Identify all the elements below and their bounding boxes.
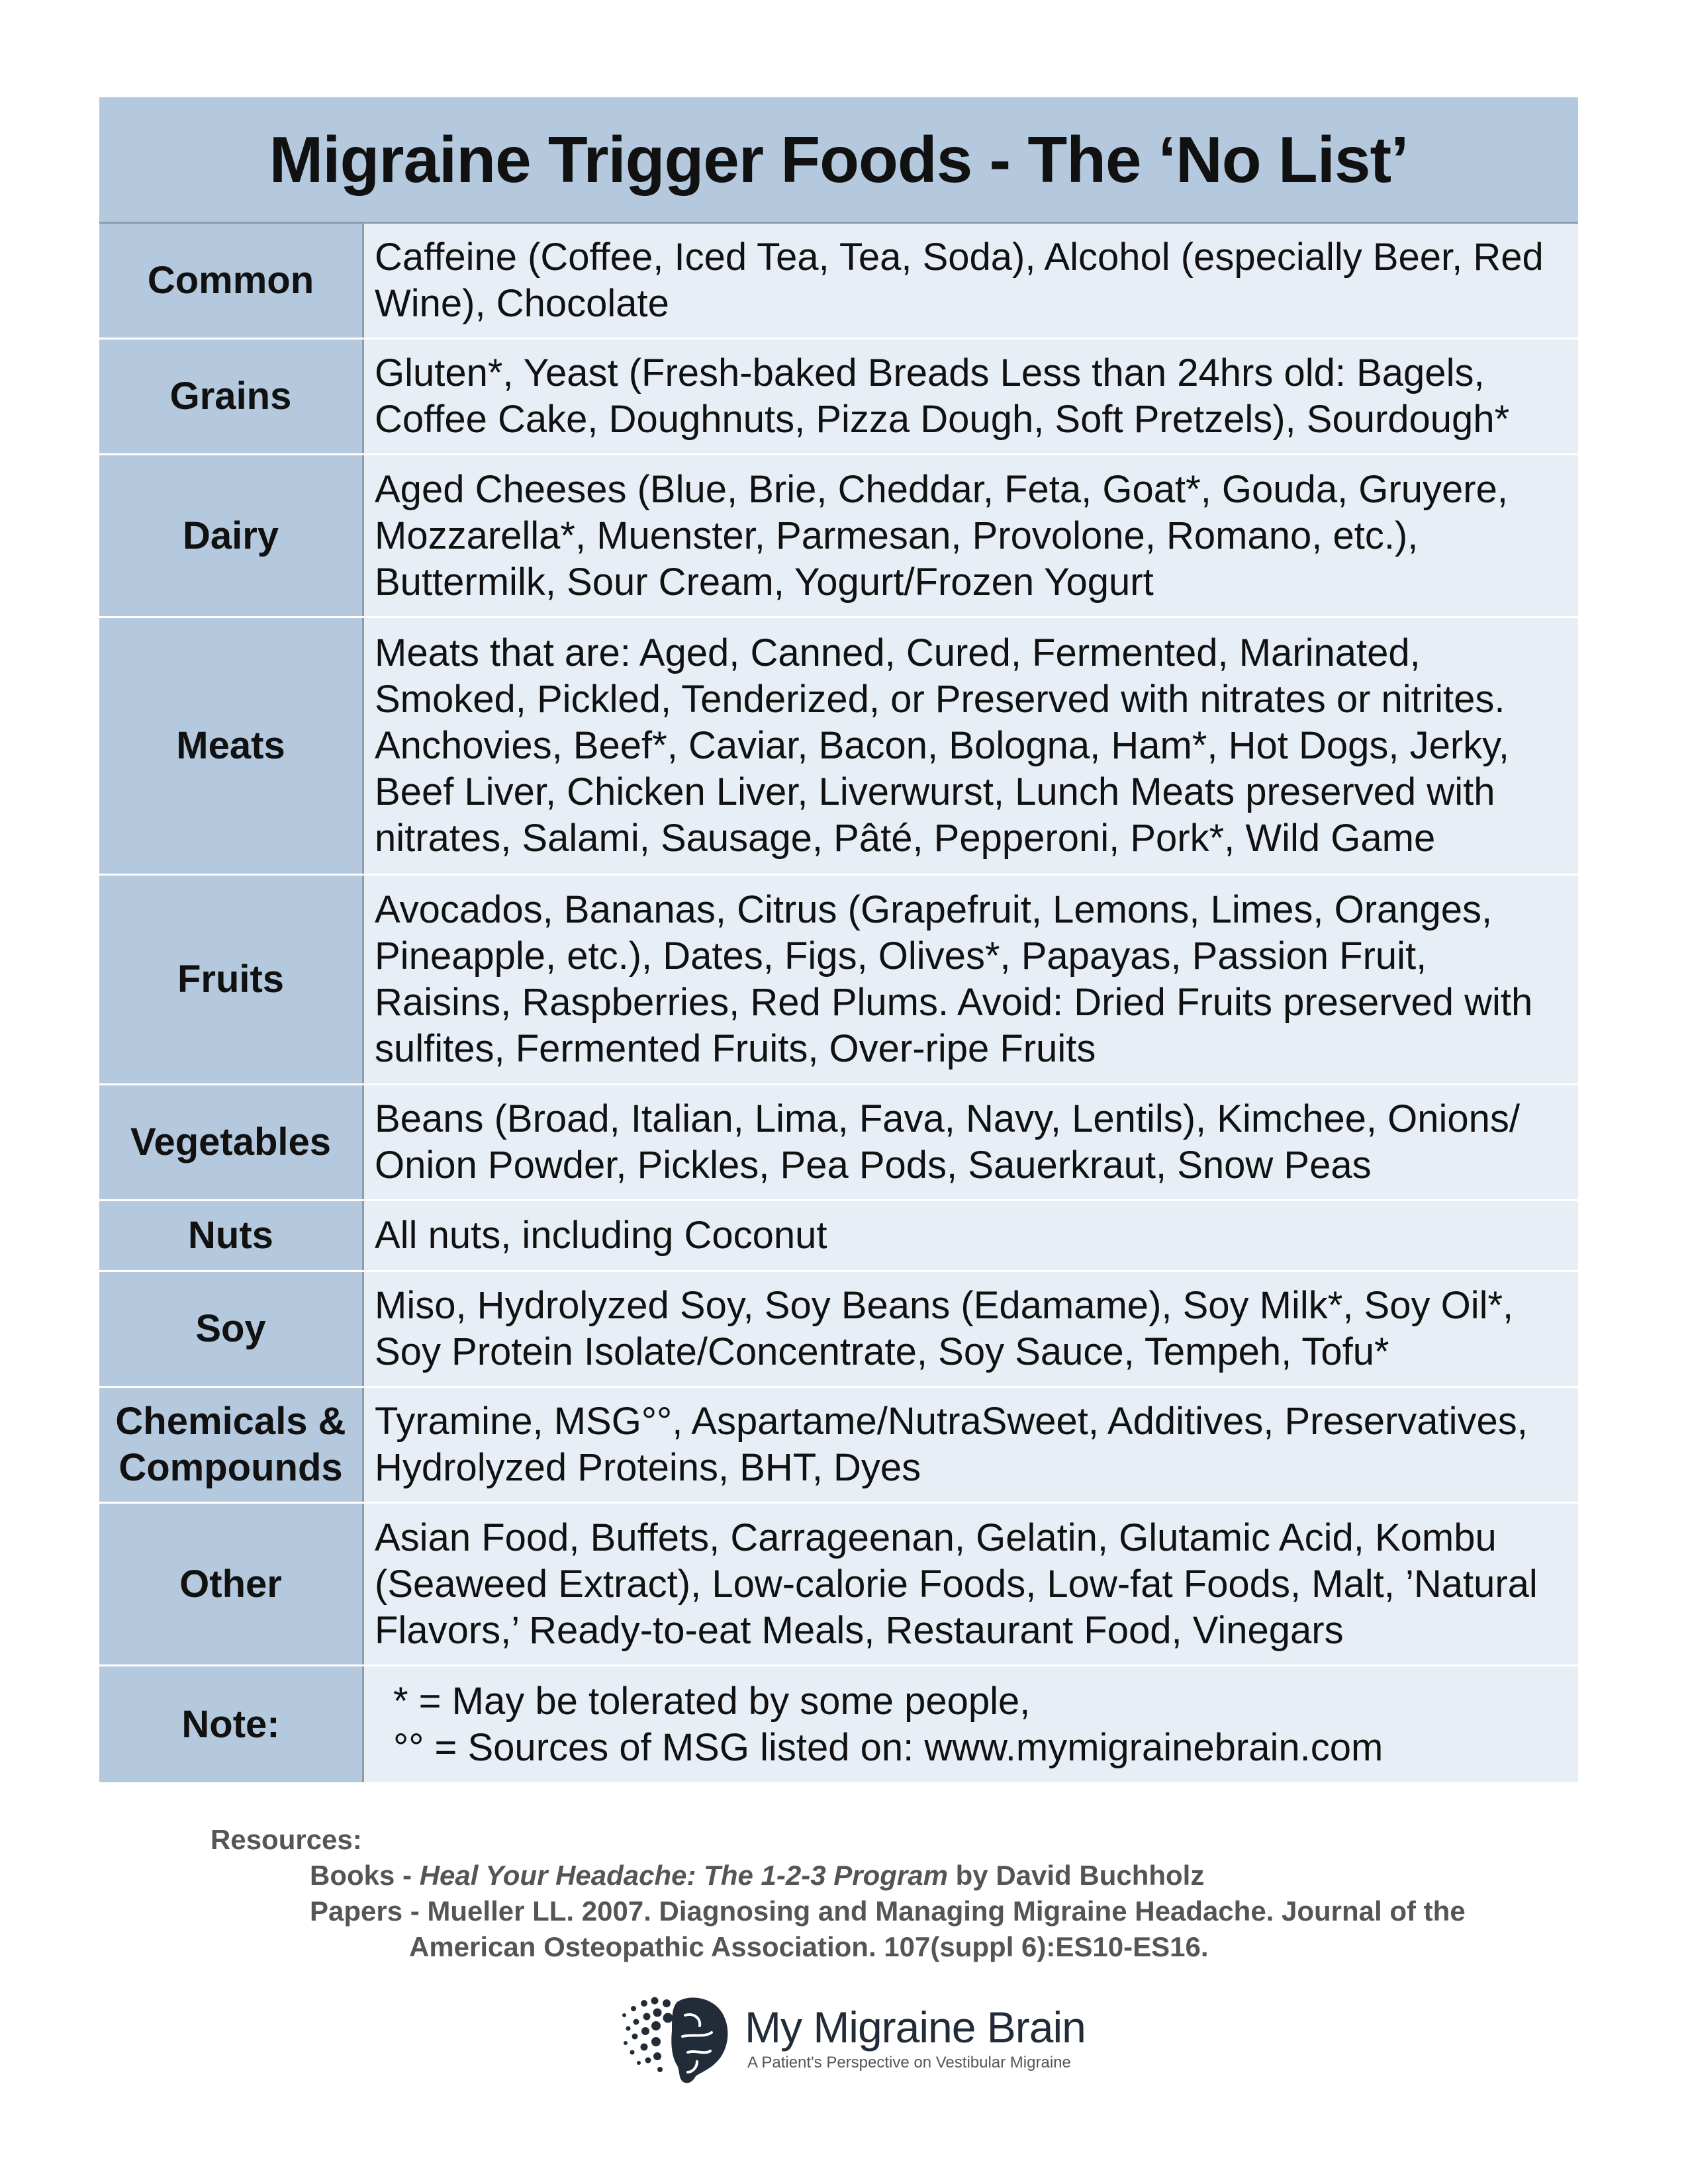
trigger-foods-table xyxy=(99,97,1578,1782)
category-label: Meats xyxy=(99,618,364,874)
table-row xyxy=(99,1201,1578,1272)
table-row xyxy=(99,1504,1578,1666)
category-label: Chemicals & Compounds xyxy=(99,1388,364,1502)
category-items: Miso, Hydrolyzed Soy, Soy Beans (Edamame), Soy Milk*, Soy Oil*, Soy Protein Isolate/Concentrate, Soy Sauce, Tempeh, Tofu* xyxy=(364,1272,1578,1386)
category-label: Dairy xyxy=(99,455,364,616)
logo-tagline: A Patient's Perspective on Vestibular Migraine xyxy=(747,2054,1071,2071)
category-items: Tyramine, MSG°°, Aspartame/NutraSweet, Additives, Preservatives, Hydrolyzed Proteins, BHT, Dyes xyxy=(364,1388,1578,1502)
table-row xyxy=(99,1388,1578,1504)
category-items: Aged Cheeses (Blue, Brie, Cheddar, Feta, Goat*, Gouda, Gruyere, Mozzarella*, Muenster, Parmesan, Provolone, Romano, etc.), Buttermilk, Sour Cream, Yogurt/Frozen Yogurt xyxy=(364,455,1578,616)
table-row xyxy=(99,618,1578,876)
category-label: Fruits xyxy=(99,876,364,1083)
books-reference: Books - Heal Your Headache: The 1-2-3 Program by David Buchholz xyxy=(310,1860,1205,1891)
table-row xyxy=(99,1085,1578,1201)
category-label: Soy xyxy=(99,1272,364,1386)
papers-reference: Papers - Mueller LL. 2007. Diagnosing and Managing Migraine Headache. Journal of the xyxy=(310,1895,1466,1927)
category-items: Beans (Broad, Italian, Lima, Fava, Navy, Lentils), Kimchee, Onions/ Onion Powder, Pickles, Pea Pods, Sauerkraut, Snow Peas xyxy=(364,1085,1578,1199)
site-logo xyxy=(619,1989,1086,2088)
table-row xyxy=(99,455,1578,618)
category-items: Asian Food, Buffets, Carrageenan, Gelatin, Glutamic Acid, Kombu (Seaweed Extract), Low-calorie Foods, Low-fat Foods, Malt, ’Natural Flavors,’ Ready-to-eat Meals, Restaurant Food, Vinegars xyxy=(364,1504,1578,1664)
category-items: Gluten*, Yeast (Fresh-baked Breads Less than 24hrs old: Bagels, Coffee Cake, Doughnuts, Pizza Dough, Soft Pretzels), Sourdough* xyxy=(364,340,1578,453)
resources-section xyxy=(211,1822,1568,1965)
note-text xyxy=(364,1666,1578,1782)
resources-heading: Resources: xyxy=(211,1824,362,1855)
table-row xyxy=(99,340,1578,455)
brain-logo-icon xyxy=(619,1989,731,2088)
title-bar xyxy=(99,97,1578,224)
table-row xyxy=(99,876,1578,1085)
note-row xyxy=(99,1666,1578,1782)
papers-reference-continued: American Osteopathic Association. 107(suppl 6):ES10-ES16. xyxy=(409,1931,1209,1962)
category-label: Common xyxy=(99,224,364,338)
category-label: Grains xyxy=(99,340,364,453)
category-items: Caffeine (Coffee, Iced Tea, Tea, Soda), Alcohol (especially Beer, Red Wine), Chocolate xyxy=(364,224,1578,338)
note-asterisk-line: * = May be tolerated by some people, xyxy=(393,1679,1031,1723)
page-title: Migraine Trigger Foods - The ‘No List’ xyxy=(269,122,1409,196)
category-items: All nuts, including Coconut xyxy=(364,1201,1578,1270)
table-row xyxy=(99,1272,1578,1388)
category-label: Other xyxy=(99,1504,364,1664)
category-items: Avocados, Bananas, Citrus (Grapefruit, Lemons, Limes, Oranges, Pineapple, etc.), Dates, Figs, Olives*, Papayas, Passion Fruit, Raisins, Raspberries, Red Plums. Avoid: Dried Fruits preserved with sulfites, Fermented Fruits, Over-ripe Fruits xyxy=(364,876,1578,1083)
category-label: Vegetables xyxy=(99,1085,364,1199)
category-items: Meats that are: Aged, Canned, Cured, Fermented, Marinated, Smoked, Pickled, Tenderized, or Preserved with nitrates or nitrites. Anchovies, Beef*, Caviar, Bacon, Bologna, Ham*, Hot Dogs, Jerky, Beef Liver, Chicken Liver, Liverwurst, Lunch Meats preserved with nitrates, Salami, Sausage, Pâté, Pepperoni, Pork*, Wild Game xyxy=(364,618,1578,874)
note-label: Note: xyxy=(99,1666,364,1782)
book-title: Heal Your Headache: The 1-2-3 Program xyxy=(419,1860,948,1891)
table-row xyxy=(99,224,1578,340)
logo-name: My Migraine Brain xyxy=(745,2003,1086,2052)
category-label: Nuts xyxy=(99,1201,364,1270)
note-msg-line: °° = Sources of MSG listed on: www.mymigrainebrain.com xyxy=(393,1725,1383,1769)
